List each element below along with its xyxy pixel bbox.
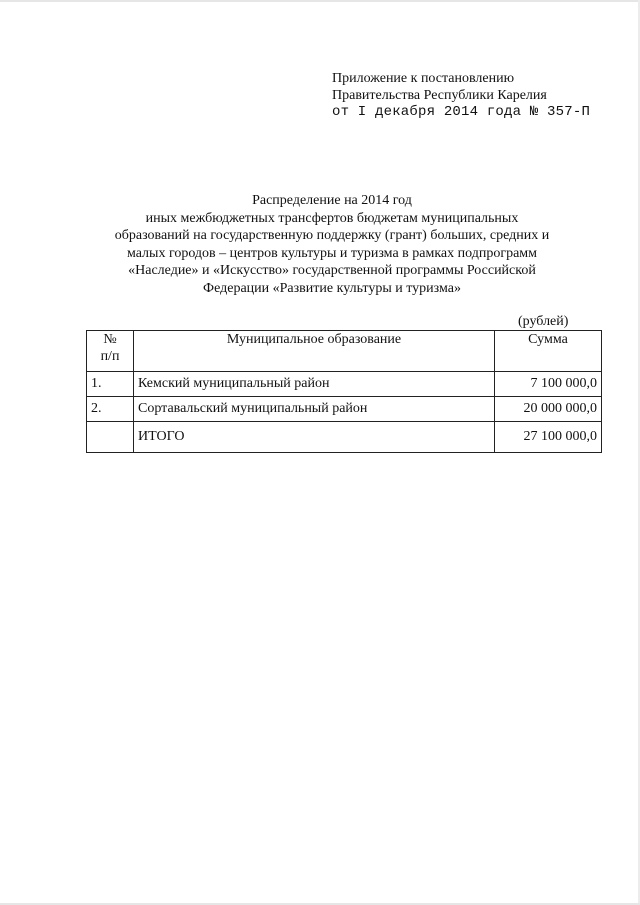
header-municipality-cell: Муниципальное образование (134, 331, 495, 372)
appendix-header-line-1: Приложение к постановлению (332, 71, 515, 86)
row-sum: 20 000 000,0 (495, 397, 602, 422)
appendix-header (332, 70, 632, 121)
title-line-4: малых городов – центров культуры и туризма в рамках подпрограмм (126, 245, 538, 261)
unit-label: (рублей) (518, 314, 569, 329)
appendix-header-line-2: Правительства Республики Карелия (332, 88, 547, 103)
total-sum: 27 100 000,0 (495, 422, 602, 453)
table-row (87, 397, 602, 422)
header-number-symbol: № (103, 332, 117, 347)
table-header-row (87, 331, 602, 372)
distribution-table (86, 330, 602, 453)
title-line-6: Федерации «Развитие культуры и туризма» (203, 280, 461, 296)
header-number-pp: п/п (100, 349, 120, 364)
title-line-2: иных межбюджетных трансфертов бюджетам муниципальных (145, 210, 519, 226)
page-top-edge (0, 0, 640, 2)
title-line-5: «Наследие» и «Искусство» государственной программы Российской (128, 263, 536, 279)
row-municipality: Сортавальский муниципальный район (134, 397, 495, 422)
row-number: 2. (87, 397, 134, 422)
total-number (87, 422, 134, 453)
table-total-row (87, 422, 602, 453)
total-label: ИТОГО (134, 422, 495, 453)
appendix-header-line-3: от I декабря 2014 года № 357-П (332, 104, 591, 120)
row-sum: 7 100 000,0 (495, 372, 602, 397)
table-row (87, 372, 602, 397)
document-title (76, 192, 588, 298)
title-line-1: Распределение на 2014 год (252, 193, 412, 208)
header-sum-cell: Сумма (495, 331, 602, 372)
row-municipality: Кемский муниципальный район (134, 372, 495, 397)
header-number-cell (87, 331, 134, 372)
title-line-3: образований на государственную поддержку (грант) больших, средних и (114, 228, 550, 244)
row-number: 1. (87, 372, 134, 397)
